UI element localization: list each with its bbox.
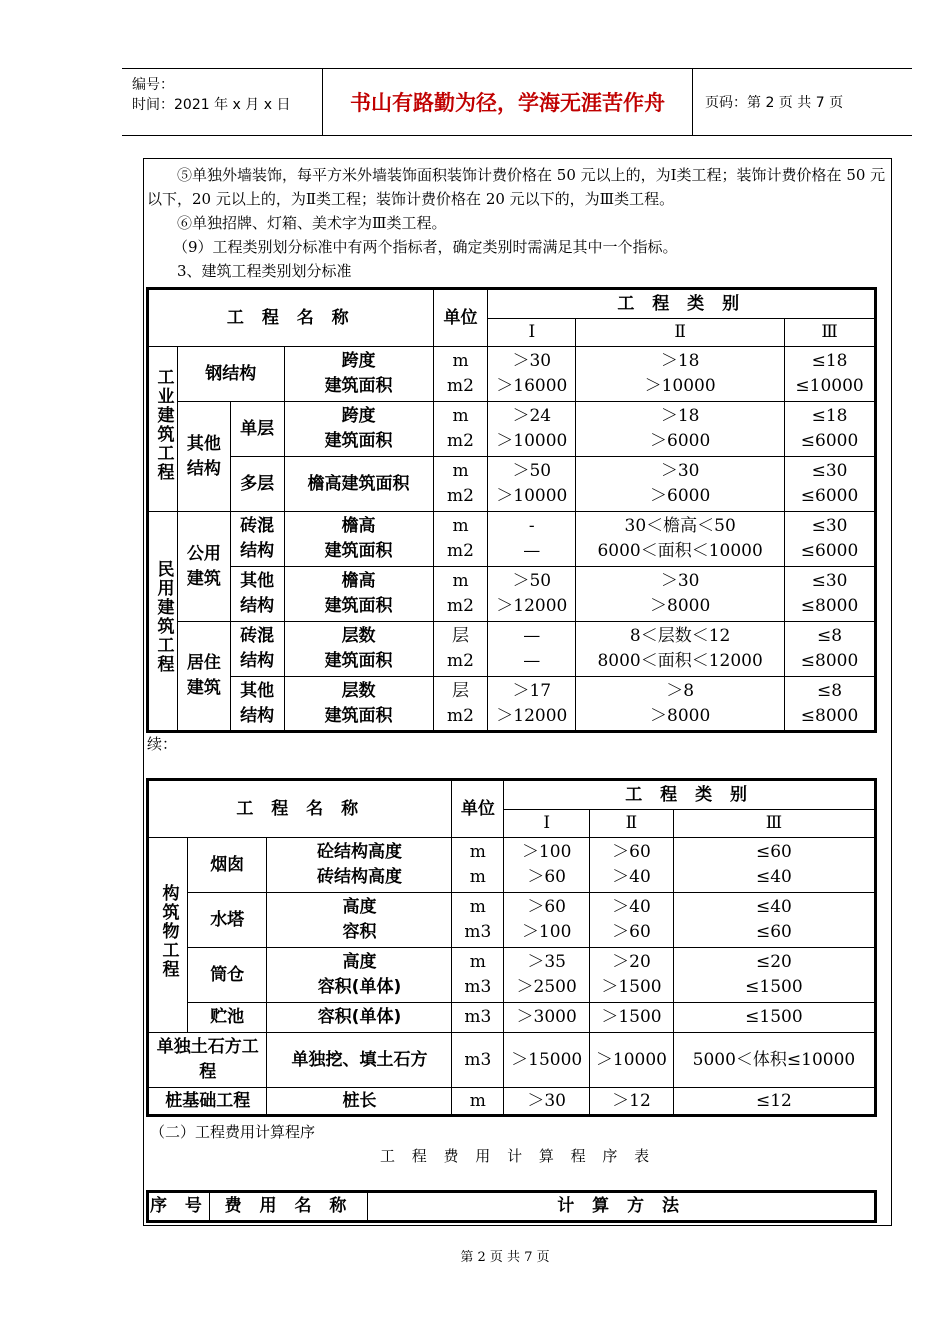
residential-building: 居住建筑 <box>177 622 230 732</box>
header-category: 工 程 类 别 <box>504 780 876 810</box>
class-1-cell: ＞50 ＞10000 <box>488 457 576 512</box>
class-3-cell: ≤30 ≤6000 <box>785 512 876 567</box>
unit-cell: 层 m2 <box>433 677 488 732</box>
class-2-cell: ＞30 ＞6000 <box>576 457 785 512</box>
metric-cell: 跨度 建筑面积 <box>284 347 433 402</box>
class-1-cell: ＞50 ＞12000 <box>488 567 576 622</box>
class-2-cell: ＞30 ＞8000 <box>576 567 785 622</box>
public-building: 公用建筑 <box>177 512 230 622</box>
pile-unit: m <box>452 1088 504 1116</box>
class-3-cell: ≤30 ≤8000 <box>785 567 876 622</box>
header-name: 工 程 名 称 <box>148 289 434 347</box>
class-3-cell: ≤8 ≤8000 <box>785 622 876 677</box>
header-class-2: Ⅱ <box>576 319 785 347</box>
structure-category-table <box>146 778 877 1117</box>
header-category: 工 程 类 别 <box>488 289 876 319</box>
structure-name: 烟囱 <box>187 838 267 893</box>
paragraph-2: ⑥单独招牌、灯箱、美术字为Ⅲ类工程。 <box>177 214 447 232</box>
class-2-cell: ＞8 ＞8000 <box>576 677 785 732</box>
class-2-cell: 8＜层数＜12 8000＜面积＜12000 <box>576 622 785 677</box>
paragraph-3: （9）工程类别划分标准中有两个指标者，确定类别时需满足其中一个指标。 <box>173 238 678 256</box>
metric-cell: 檐高 建筑面积 <box>284 512 433 567</box>
class-2-cell: ＞60 ＞40 <box>590 838 674 893</box>
unit-cell: m m3 <box>452 893 504 948</box>
page-header <box>122 68 912 136</box>
paragraph-1: ⑤单独外墙装饰，每平方米外墙装饰面积装饰计费价格在 50 元以上的，为Ⅰ类工程；装饰计费价格在 50 元以下，20 元以上的，为Ⅱ类工程；装饰计费价格在 20 元以下的，为Ⅲ类工程。 <box>147 166 886 208</box>
table-title: 工 程 费 用 计 算 程 序 表 <box>380 1147 656 1165</box>
earthwork-class-1: ＞15000 <box>504 1033 590 1088</box>
class-1-cell: ＞100 ＞60 <box>504 838 590 893</box>
unit-cell: m m2 <box>433 457 488 512</box>
class-1-cell: — — <box>488 622 576 677</box>
metric-cell: 容积(单体) <box>267 1003 452 1033</box>
motto: 书山有路勤为径，学海无涯苦作舟 <box>323 69 693 135</box>
header-unit: 单位 <box>433 289 488 347</box>
earthwork-metric: 单独挖、填土石方 <box>267 1033 452 1088</box>
time-label: 时间：2021 年 x 月 x 日 <box>132 97 291 113</box>
unit-cell: m m3 <box>452 948 504 1003</box>
unit-cell: m3 <box>452 1003 504 1033</box>
paragraph-4: 3、建筑工程类别划分标准 <box>177 262 352 280</box>
class-3-cell: ≤8 ≤8000 <box>785 677 876 732</box>
earthwork-class-3: 5000＜体积≤10000 <box>673 1033 875 1088</box>
pile-class-2: ＞12 <box>590 1088 674 1116</box>
class-1-cell: ＞3000 <box>504 1003 590 1033</box>
header-class-1: Ⅰ <box>488 319 576 347</box>
pile-class-1: ＞30 <box>504 1088 590 1116</box>
class-1-cell: ＞60 ＞100 <box>504 893 590 948</box>
page-footer: 第 2 页 共 7 页 <box>460 1250 550 1265</box>
earthwork-unit: m3 <box>452 1033 504 1088</box>
pile-name: 桩基础工程 <box>148 1088 267 1116</box>
header-class-3: Ⅲ <box>785 319 876 347</box>
unit-cell: m m2 <box>433 567 488 622</box>
multi-storey: 多层 <box>230 457 284 512</box>
header-method: 计 算 方 法 <box>368 1192 876 1222</box>
earthwork-class-2: ＞10000 <box>590 1033 674 1088</box>
class-2-cell: ＞18 ＞10000 <box>576 347 785 402</box>
earthwork-name: 单独土石方工程 <box>148 1033 267 1088</box>
pile-class-3: ≤12 <box>673 1088 875 1116</box>
steel-structure: 钢结构 <box>177 347 284 402</box>
single-storey: 单层 <box>230 402 284 457</box>
metric-cell: 檐高建筑面积 <box>284 457 433 512</box>
structure-name: 水塔 <box>187 893 267 948</box>
unit-cell: m m <box>452 838 504 893</box>
header-class-1: Ⅰ <box>504 810 590 838</box>
metric-cell: 层数 建筑面积 <box>284 677 433 732</box>
metric-cell: 檐高 建筑面积 <box>284 567 433 622</box>
building-category-table <box>146 287 877 733</box>
sub-structure: 砖混 结构 <box>230 512 284 567</box>
header-class-3: Ⅲ <box>673 810 875 838</box>
fee-procedure-table <box>146 1190 877 1223</box>
structure-name: 贮池 <box>187 1003 267 1033</box>
header-name: 工 程 名 称 <box>148 780 452 838</box>
sub-structure: 其他 结构 <box>230 567 284 622</box>
unit-cell: m m2 <box>433 347 488 402</box>
continued-label: 续： <box>147 735 178 753</box>
class-2-cell: 30＜檐高＜50 6000＜面积＜10000 <box>576 512 785 567</box>
class-1-cell: ＞30 ＞16000 <box>488 347 576 402</box>
class-3-cell: ≤18 ≤10000 <box>785 347 876 402</box>
header-class-2: Ⅱ <box>590 810 674 838</box>
class-3-cell: ≤18 ≤6000 <box>785 402 876 457</box>
class-3-cell: ≤20 ≤1500 <box>673 948 875 1003</box>
metric-cell: 层数 建筑面积 <box>284 622 433 677</box>
class-3-cell: ≤60 ≤40 <box>673 838 875 893</box>
unit-cell: m m2 <box>433 402 488 457</box>
class-3-cell: ≤40 ≤60 <box>673 893 875 948</box>
page-indicator: 页码：第 2 页 共 7 页 <box>705 95 844 111</box>
class-2-cell: ＞1500 <box>590 1003 674 1033</box>
group-industrial: 工业建筑工程 <box>153 368 174 482</box>
sub-structure: 砖混 结构 <box>230 622 284 677</box>
metric-cell: 高度 容积(单体) <box>267 948 452 1003</box>
class-2-cell: ＞18 ＞6000 <box>576 402 785 457</box>
metric-cell: 砼结构高度 砖结构高度 <box>267 838 452 893</box>
header-fee-name: 费 用 名 称 <box>209 1192 367 1222</box>
class-3-cell: ≤1500 <box>673 1003 875 1033</box>
sub-structure: 其他 结构 <box>230 677 284 732</box>
header-unit: 单位 <box>452 780 504 838</box>
class-1-cell: ＞17 ＞12000 <box>488 677 576 732</box>
class-1-cell: ＞35 ＞2500 <box>504 948 590 1003</box>
class-1-cell: - — <box>488 512 576 567</box>
class-1-cell: ＞24 ＞10000 <box>488 402 576 457</box>
group-civil: 民用建筑工程 <box>153 560 174 674</box>
class-2-cell: ＞40 ＞60 <box>590 893 674 948</box>
section-heading: （二）工程费用计算程序 <box>150 1123 316 1141</box>
unit-cell: m m2 <box>433 512 488 567</box>
unit-cell: 层 m2 <box>433 622 488 677</box>
pile-metric: 桩长 <box>267 1088 452 1116</box>
other-structure: 其他结构 <box>177 402 230 512</box>
group-structure: 构筑物工程 <box>158 883 179 979</box>
metric-cell: 高度 容积 <box>267 893 452 948</box>
header-meta <box>122 69 323 135</box>
class-2-cell: ＞20 ＞1500 <box>590 948 674 1003</box>
metric-cell: 跨度 建筑面积 <box>284 402 433 457</box>
structure-name: 筒仓 <box>187 948 267 1003</box>
class-3-cell: ≤30 ≤6000 <box>785 457 876 512</box>
serial-label: 编号： <box>132 77 174 93</box>
header-number: 序 号 <box>148 1192 210 1222</box>
